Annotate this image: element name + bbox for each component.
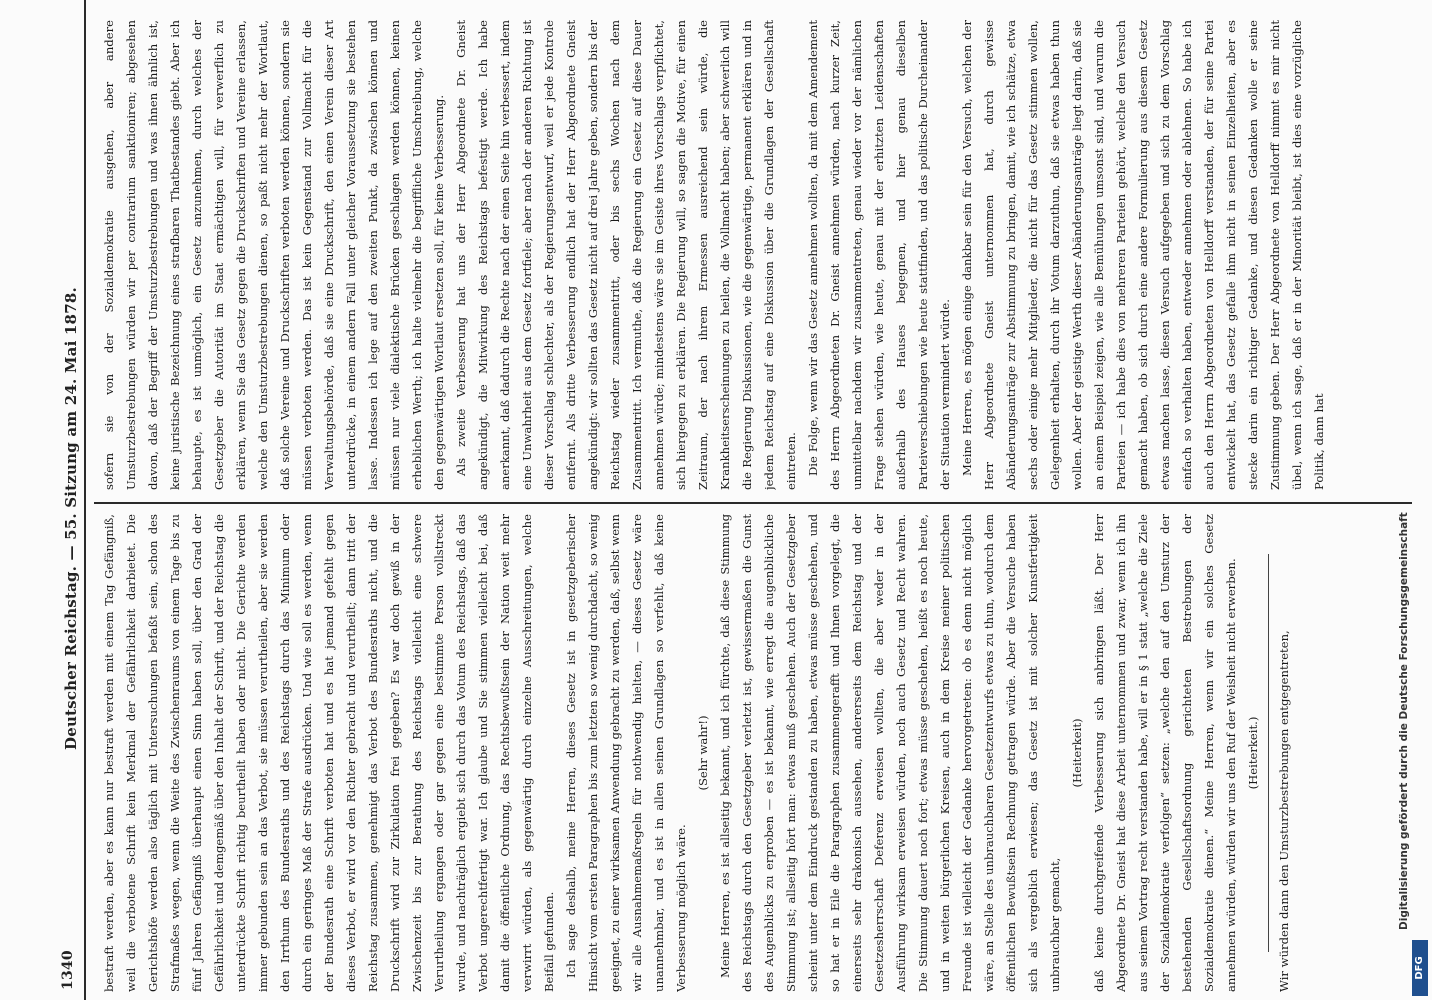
right-paragraph: Meine Herren, es mögen einige dankbar sein für den Versuch, welchen der Herr Abgeordnete Gneist unternommen hat, durch gewisse Abänderungsanträge zur Abstimmung zu bringen, damit, wie ich schätze, etwa sechs oder einige mehr Mitglieder, die nicht für das Gesetz stimmen wollen, Gelegenheit erhalten, durch ihr Votum darzuthun, daß sie etwas haben thun wollen. Aber der geistige Werth dieser Abänderungsanträge liegt darin, daß sie an einem Beispiel zeigen, wie alle Bemühungen umsonst sind, und warum die Parteien — ich habe dies von mehreren Parteien gehört, welche den Versuch gemacht haben, ob sich durch eine andere Formulierung aus diesem Gesetz etwas machen lasse, diesen Versuch aufgegeben und sich zu dem Vorschlag einfach so verhalten haben, entweder annehmen oder ablehnen. So habe ich auch den Herrn Abgeordneten von Helldorff verstanden, der für seine Partei entwickelt hat, das Gesetz gefalle ihm nicht in seinen Einzelheiten, aber es stecke darin ein richtiger Gedanke, und diesen Gedanken wolle er seine Zustimmung geben. Der Herr Abgeordnete von Helldorff nimmt es mir nicht übel, wenn ich sage, daß er in der Minorität bleibt, ist dies eine vorzügliche Politik, dann hat [960, 20, 1326, 490]
header-rule [84, 0, 86, 1000]
digitization-credit: Digitalisierung gefördert durch die Deutsche Forschungsgemeinschaft [1398, 512, 1410, 930]
right-paragraph: Die Folge, wenn wir das Gesetz annehmen wollten, da mit dem Amendement des Herrn Abgeordneten Dr. Gneist annehmen würden, nach kurzer Zeit, unmittelbar nachdem wir zusammentreten, genau wieder vor der nämlichen Frage stehen würden, wie heute, genau mit der erhitzten Leidenschaften außerhalb des Hauses begegnen, und hier genau dieselben Parteiverschiebungen wie heute stattfinden, und das politische Durcheinander der Situation vermindert würde. [806, 20, 952, 490]
page-number: 1340 [60, 950, 76, 990]
left-column [98, 514, 1408, 992]
left-paragraph: Ich sage deshalb, meine Herren, dieses Gesetz ist in gesetzgeberischer Hinsicht vom ersten Paragraphen bis zum letzten so wenig durchdacht, so wenig geeignet, zu einer wirksamen Anwendung gebracht zu werden, daß, selbst wenn wir alle Ausnahmemaßregeln für nothwendig hielten, — dieses Gesetz wäre unannehmbar, und es ist in allen seinen Grundlagen so verfehlt, daß keine Verbesserung möglich wäre. [564, 514, 688, 992]
page-title: Deutscher Reichstag. — 55. Sitzung am 24. Mai 1878. [62, 287, 80, 750]
reaction-note: (Heiterkeit.) [1246, 716, 1260, 790]
reaction-note: (Heiterkeit) [1070, 718, 1084, 788]
left-paragraph-last: Wir würden dann den Umsturzbestrebungen entgegentreten, [1277, 630, 1291, 992]
dfg-logo-badge: DFG [1412, 940, 1428, 996]
right-paragraph: sofern sie von der Sozialdemokratie ausgehen, aber andere Umsturzbestrebungen würden wir per contrarium sanktioniren; abgesehen davon, daß der Begriff der Umsturzbestrebungen und was ihnen ähnlich ist, keine juristische Bezeichnung eines strafbaren Thatbestandes giebt. Aber ich behaupte, es ist unmöglich, ein Gesetz anzunehmen, durch welches der Gesetzgeber die Autorität im Staat ermächtigen will, für verwerflich zu erklären, wenn Sie das Gesetz gegen die Druckschriften und Vereine erlassen, welche den Umsturzbestrebungen dienen, so paßt nicht mehr der Wortlaut, daß solche Vereine und Druckschriften verboten werden können, sondern sie müssen verboten werden. Das ist kein Gegenstand zur Vollmacht für die Verwaltungsbehörde, daß sie eine Druckschrift, den einen Verein dieser Art unterdrücke, in einem andern Fall unter gleicher Voraussetzung sie bestehen lasse. Indessen ich lege auf den zweiten Punkt, da zwischen können und müssen nur viele dialektische Brücken geschlagen werden können, keinen erheblichen Werth; ich halte vielmehr die begriffliche Umschreibung, welche den gegenwärtigen Wortlaut ersetzen soll, für keine Verbesserung. [102, 20, 446, 490]
left-paragraph: bestraft werden, aber es kann nur bestraft werden mit einem Tag Gefängniß, weil die verbotene Schrift kein Merkmal der Gefährlichkeit darbietet. Die Gerichtshöfe werden also täglich mit Untersuchungen befaßt sein, schon des Strafmaßes wegen, wenn die Weite des Zwischenraums von einem Tage bis zu fünf Jahren Gefängniß überhaupt einen Sinn haben soll, über den Grad der Gefährlichkeit und demgemäß über den Inhalt der Schrift, und der Reichstag die unterdrückte Schrift richtig beurtheilt haben oder nicht. Die Gerichte werden immer gebunden sein an das Verbot, sie müssen verurtheilen, aber sie werden den Irrthum des Bundesraths und des Reichstags durch das Minimum oder durch ein geringes Maß der Strafe ausdrücken. Und wie soll es werden, wenn der Bundesrath eine Schrift verboten hat und es hat jemand gefehlt gegen dieses Verbot, er wird vor den Richter gebracht und verurtheilt; dann tritt der Reichstag zusammen, genehmigt das Verbot des Bundesraths nicht, und die Druckschrift wird zur Zirkulation frei gegeben? Es war doch gewiß in der Zwischenzeit bis zur Berathung des Reichstags vielleicht eine schwere Verurtheilung ergangen oder gar gegen eine bestimmte Person vollstreckt wurde, und nachträglich ergiebt sich durch das Votum des Reichstags, daß das Verbot ungerechtfertigt war. Ich glaube und Sie stimmen vielleicht bei, daß damit die öffentliche Ordnung, das Rechtsbewußtsein der Nation weit mehr verwirrt würden, als gegenwärtig durch einzelne Ausschreitungen, welche Beifall gefunden. [102, 514, 556, 992]
left-paragraph: Meine Herren, es ist allseitig bekannt, und ich fürchte, daß diese Stimmung des Reichstags durch den Gesetzgeber verletzt ist, gewissermaßen die Gunst des Augenblicks zu erproben — es ist bekannt, wie erregt die augenblickliche Stimmung ist; allseitig hört man: etwas muß geschehen. Auch der Gesetzgeber scheint unter dem Eindruck gestanden zu haben, etwas müsse geschehen, und so hat er in Eile die Paragraphen zusammengerafft und Ihnen vorgelegt, die einerseits sehr drakonisch aussehen, andererseits dem Reichstag und der Gesetzesherrschaft Deferenz erweisen wollten, die aber weder in der Ausführung wirksam erweisen würden, noch auch Gesetz und Recht wahren. Die Stimmung dauert noch fort; etwas müsse geschehen, heißt es noch heute, und in weiten bürgerlichen Kreisen, auch in dem Kreise meiner politischen Freunde ist vielleicht der Gedanke hervorgetreten: ob es denn nicht möglich wäre, an Stelle des unbrauchbaren Gesetzentwurfs etwas zu thun, wodurch dem öffentlichen Bewußtsein Rechnung getragen würde. Aber die Versuche haben sich als vergeblich erwiesen; das Gesetz ist mit solcher Kunstfertigkeit unbrauchbar gemacht, [718, 514, 1062, 992]
right-column [98, 20, 1408, 490]
left-paragraph: daß keine durchgreifende Verbesserung sich anbringen läßt. Der Herr Abgeordnete Dr. Gneist hat diese Arbeit unternommen und zwar, wenn ich ihn aus seinem Vortrag recht verstanden habe, will er in § 1 statt „welche die Ziele der Sozialdemokratie verfolgen“ setzen: „welche den auf den Umsturz der bestehenden Gesellschaftsordnung gerichteten Bestrebungen der Sozialdemokratie dienen.“ Meine Herren, wenn wir ein solches Gesetz annehmen würden, würden wir uns den Ruf der Weisheit nicht erwerben. [1092, 514, 1238, 992]
section-separator [1268, 554, 1269, 952]
right-paragraph: Als zweite Verbesserung hat uns der Herr Abgeordnete Dr. Gneist angekündigt, die Mitwirkung des Reichstags befestigt werde. Ich habe anerkannt, daß dadurch die Rechte nach der einen Seite hin verbessert, indem eine Unwahrheit aus dem Gesetz fortfiele; aber nach der anderen Richtung ist dieser Vorschlag schlechter, als der Regierungsentwurf, weil er jede Kontrole entfernt. Als dritte Verbesserung endlich hat der Herr Abgeordnete Gneist angekündigt: wir sollten das Gesetz nicht auf drei Jahre geben, sondern bis der Reichstag wieder zusammentritt, oder bis sechs Wochen nach dem Zusammentritt. Ich vermuthe, daß die Regierung ein Gesetz auf diese Dauer annehmen würde; mindestens wäre sie im Geiste ihres Vorschlags verpflichtet, sich hiergegen zu erklären. Die Regierung will, so sagen die Motive, für einen Zeitraum, der nach ihrem Ermessen ausreichend sein würde, die Krankheitserscheinungen zu heilen, die Vollmacht haben; aber schwerlich will die Regierung Diskussionen, wie die gegenwärtige, permanent erklären und in jedem Reichstag auf eine Diskussion über die Grundlagen der Gesellschaft eintreten. [454, 20, 798, 490]
column-divider [94, 502, 1412, 504]
reaction-note: (Sehr wahr!) [696, 715, 710, 791]
